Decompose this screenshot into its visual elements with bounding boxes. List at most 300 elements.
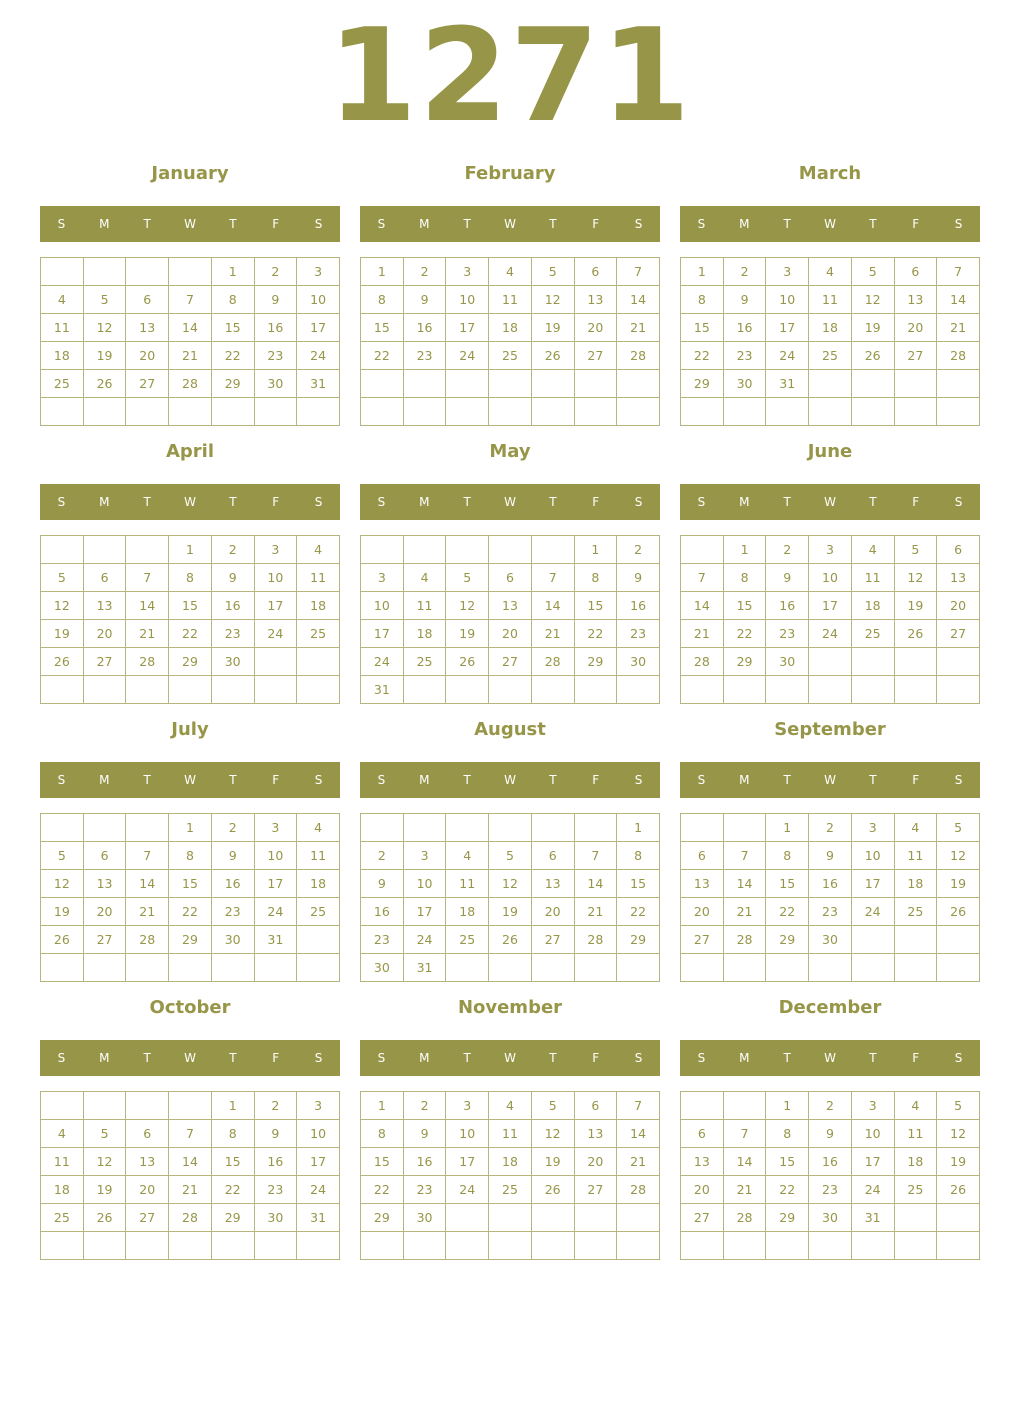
day-cell: 13: [83, 592, 126, 620]
empty-day-cell: [83, 398, 126, 426]
day-cell: 6: [937, 536, 980, 564]
day-cell: 29: [211, 1204, 254, 1232]
day-cell: 25: [403, 648, 446, 676]
empty-day-cell: [531, 370, 574, 398]
day-cell: 21: [617, 1148, 660, 1176]
empty-day-cell: [403, 398, 446, 426]
week-row: [681, 814, 980, 842]
week-row: [361, 258, 660, 286]
day-cell: 19: [531, 314, 574, 342]
empty-day-cell: [766, 1232, 809, 1260]
week-row: [41, 926, 340, 954]
empty-day-cell: [723, 398, 766, 426]
weekday-label: F: [592, 495, 600, 509]
day-grid: [40, 535, 340, 704]
day-cell: 23: [617, 620, 660, 648]
day-cell: 25: [41, 370, 84, 398]
weekday-label: T: [783, 217, 791, 231]
week-row: [361, 314, 660, 342]
empty-day-cell: [681, 1232, 724, 1260]
weekday-label: T: [869, 1051, 877, 1065]
day-grid: [680, 257, 980, 426]
day-cell: 22: [574, 620, 617, 648]
empty-day-cell: [361, 1232, 404, 1260]
week-row: [41, 536, 340, 564]
empty-day-cell: [211, 954, 254, 982]
day-cell: 1: [574, 536, 617, 564]
month-name: June: [807, 441, 853, 462]
day-cell: 16: [809, 870, 852, 898]
day-cell: 24: [297, 1176, 340, 1204]
day-cell: 18: [489, 314, 532, 342]
week-row: [41, 648, 340, 676]
day-cell: 20: [83, 620, 126, 648]
day-cell: 9: [254, 286, 297, 314]
day-cell: 16: [766, 592, 809, 620]
day-cell: 1: [211, 258, 254, 286]
day-cell: 28: [169, 1204, 212, 1232]
day-cell: 6: [574, 1092, 617, 1120]
day-cell: 4: [489, 1092, 532, 1120]
day-cell: 10: [254, 564, 297, 592]
weekday-label: W: [824, 773, 836, 787]
month-name: August: [474, 719, 546, 740]
day-cell: 21: [681, 620, 724, 648]
weekday-label: W: [504, 495, 516, 509]
empty-day-cell: [446, 370, 489, 398]
weekday-label: S: [634, 495, 643, 509]
day-cell: 9: [254, 1120, 297, 1148]
empty-day-cell: [211, 398, 254, 426]
day-cell: 17: [851, 870, 894, 898]
day-cell: 1: [211, 1092, 254, 1120]
day-cell: 21: [531, 620, 574, 648]
day-cell: 14: [531, 592, 574, 620]
day-cell: 14: [681, 592, 724, 620]
week-row: [361, 1148, 660, 1176]
day-cell: 7: [126, 842, 169, 870]
day-cell: 8: [617, 842, 660, 870]
day-cell: 16: [254, 1148, 297, 1176]
day-cell: 15: [361, 314, 404, 342]
day-cell: 19: [83, 1176, 126, 1204]
day-cell: 11: [403, 592, 446, 620]
weekday-label: T: [463, 217, 471, 231]
empty-day-cell: [446, 954, 489, 982]
empty-day-cell: [446, 676, 489, 704]
empty-day-cell: [809, 676, 852, 704]
empty-day-cell: [211, 676, 254, 704]
day-cell: 11: [489, 1120, 532, 1148]
week-row: [361, 536, 660, 564]
day-cell: 31: [361, 676, 404, 704]
day-cell: 6: [681, 1120, 724, 1148]
day-cell: 20: [894, 314, 937, 342]
day-cell: 27: [574, 342, 617, 370]
day-cell: 17: [361, 620, 404, 648]
day-cell: 10: [446, 286, 489, 314]
week-row: [361, 592, 660, 620]
day-cell: 13: [489, 592, 532, 620]
day-cell: 27: [531, 926, 574, 954]
day-cell: 24: [361, 648, 404, 676]
empty-day-cell: [766, 676, 809, 704]
empty-day-cell: [894, 648, 937, 676]
weekday-label: S: [954, 217, 963, 231]
day-cell: 12: [489, 870, 532, 898]
day-cell: 5: [41, 842, 84, 870]
day-cell: 2: [211, 814, 254, 842]
empty-day-cell: [489, 536, 532, 564]
day-cell: 4: [41, 286, 84, 314]
day-cell: 27: [126, 370, 169, 398]
day-cell: 12: [531, 286, 574, 314]
day-cell: 16: [254, 314, 297, 342]
day-cell: 2: [617, 536, 660, 564]
empty-day-cell: [489, 1204, 532, 1232]
day-cell: 31: [297, 1204, 340, 1232]
empty-day-cell: [766, 398, 809, 426]
empty-day-cell: [297, 954, 340, 982]
empty-day-cell: [617, 954, 660, 982]
weekday-label: S: [697, 495, 706, 509]
day-cell: 27: [574, 1176, 617, 1204]
empty-day-cell: [531, 536, 574, 564]
week-row: [361, 870, 660, 898]
day-cell: 19: [489, 898, 532, 926]
month-name: July: [171, 719, 209, 740]
empty-day-cell: [489, 676, 532, 704]
day-cell: 15: [574, 592, 617, 620]
day-cell: 1: [766, 814, 809, 842]
empty-day-cell: [937, 1204, 980, 1232]
day-cell: 29: [169, 926, 212, 954]
weekday-label: F: [272, 495, 280, 509]
weekday-label: S: [697, 773, 706, 787]
empty-day-cell: [83, 258, 126, 286]
day-cell: 11: [489, 286, 532, 314]
week-row: [681, 286, 980, 314]
empty-day-cell: [361, 536, 404, 564]
empty-day-cell: [937, 1232, 980, 1260]
week-row: [681, 1176, 980, 1204]
day-cell: 6: [531, 842, 574, 870]
weekday-label: S: [634, 1051, 643, 1065]
empty-day-cell: [531, 814, 574, 842]
weekday-label: T: [783, 773, 791, 787]
weekday-label: W: [824, 217, 836, 231]
empty-day-cell: [254, 954, 297, 982]
empty-day-cell: [851, 676, 894, 704]
day-cell: 12: [41, 592, 84, 620]
empty-day-cell: [937, 926, 980, 954]
year-title: 1271: [327, 2, 693, 151]
weekday-label: T: [229, 217, 237, 231]
day-cell: 26: [41, 648, 84, 676]
day-cell: 6: [83, 842, 126, 870]
day-cell: 21: [169, 342, 212, 370]
day-cell: 24: [446, 1176, 489, 1204]
empty-day-cell: [169, 1232, 212, 1260]
day-cell: 16: [361, 898, 404, 926]
empty-day-cell: [297, 1232, 340, 1260]
week-row: [681, 398, 980, 426]
day-cell: 8: [211, 286, 254, 314]
day-cell: 28: [617, 342, 660, 370]
empty-day-cell: [254, 648, 297, 676]
day-cell: 18: [489, 1148, 532, 1176]
day-cell: 10: [297, 286, 340, 314]
day-cell: 25: [809, 342, 852, 370]
empty-day-cell: [681, 1092, 724, 1120]
day-cell: 16: [211, 592, 254, 620]
weekday-label: M: [99, 773, 110, 787]
empty-day-cell: [361, 814, 404, 842]
day-cell: 22: [723, 620, 766, 648]
empty-day-cell: [41, 954, 84, 982]
day-cell: 9: [766, 564, 809, 592]
weekday-label: S: [314, 1051, 323, 1065]
day-cell: 16: [403, 314, 446, 342]
day-cell: 19: [937, 1148, 980, 1176]
day-cell: 8: [361, 286, 404, 314]
empty-day-cell: [446, 1232, 489, 1260]
day-grid: [360, 257, 660, 426]
day-cell: 28: [723, 1204, 766, 1232]
day-cell: 24: [809, 620, 852, 648]
week-row: [681, 620, 980, 648]
day-cell: 11: [297, 842, 340, 870]
empty-day-cell: [851, 954, 894, 982]
day-cell: 26: [937, 898, 980, 926]
day-cell: 10: [766, 286, 809, 314]
empty-day-cell: [723, 954, 766, 982]
weekday-label: T: [463, 1051, 471, 1065]
week-row: [681, 342, 980, 370]
day-cell: 24: [851, 1176, 894, 1204]
day-cell: 20: [531, 898, 574, 926]
day-cell: 26: [446, 648, 489, 676]
empty-day-cell: [41, 258, 84, 286]
empty-day-cell: [894, 370, 937, 398]
day-cell: 1: [766, 1092, 809, 1120]
day-cell: 30: [617, 648, 660, 676]
day-cell: 31: [766, 370, 809, 398]
day-cell: 18: [297, 870, 340, 898]
empty-day-cell: [169, 258, 212, 286]
empty-day-cell: [403, 814, 446, 842]
day-cell: 6: [83, 564, 126, 592]
day-cell: 29: [766, 926, 809, 954]
week-row: [681, 676, 980, 704]
day-cell: 2: [403, 258, 446, 286]
day-cell: 10: [254, 842, 297, 870]
day-cell: 14: [723, 870, 766, 898]
day-cell: 3: [361, 564, 404, 592]
day-cell: 17: [403, 898, 446, 926]
empty-day-cell: [574, 370, 617, 398]
day-cell: 30: [211, 926, 254, 954]
empty-day-cell: [681, 676, 724, 704]
week-row: [361, 1120, 660, 1148]
weekday-label: M: [419, 495, 430, 509]
day-cell: 14: [169, 1148, 212, 1176]
day-cell: 13: [126, 314, 169, 342]
day-cell: 23: [211, 620, 254, 648]
day-cell: 14: [617, 1120, 660, 1148]
day-cell: 30: [766, 648, 809, 676]
day-cell: 5: [937, 814, 980, 842]
day-cell: 18: [851, 592, 894, 620]
day-cell: 1: [361, 1092, 404, 1120]
month-name: October: [149, 997, 231, 1018]
day-cell: 6: [489, 564, 532, 592]
day-cell: 30: [254, 1204, 297, 1232]
day-cell: 22: [361, 342, 404, 370]
weekday-label: F: [912, 495, 920, 509]
weekday-label: M: [419, 1051, 430, 1065]
week-row: [681, 926, 980, 954]
week-row: [41, 286, 340, 314]
empty-day-cell: [531, 676, 574, 704]
day-cell: 7: [169, 1120, 212, 1148]
week-row: [41, 564, 340, 592]
week-row: [41, 258, 340, 286]
week-row: [681, 370, 980, 398]
day-cell: 19: [851, 314, 894, 342]
day-cell: 27: [937, 620, 980, 648]
weekday-label: S: [57, 773, 66, 787]
day-cell: 19: [41, 898, 84, 926]
day-cell: 1: [169, 814, 212, 842]
empty-day-cell: [83, 814, 126, 842]
day-cell: 12: [446, 592, 489, 620]
day-cell: 3: [851, 1092, 894, 1120]
day-cell: 27: [681, 1204, 724, 1232]
day-cell: 14: [574, 870, 617, 898]
week-row: [41, 398, 340, 426]
day-cell: 1: [169, 536, 212, 564]
day-cell: 14: [723, 1148, 766, 1176]
day-cell: 11: [297, 564, 340, 592]
day-cell: 13: [937, 564, 980, 592]
day-cell: 10: [403, 870, 446, 898]
day-cell: 23: [766, 620, 809, 648]
day-cell: 23: [403, 342, 446, 370]
day-cell: 13: [531, 870, 574, 898]
week-row: [361, 286, 660, 314]
day-cell: 7: [617, 258, 660, 286]
day-cell: 26: [894, 620, 937, 648]
day-cell: 18: [446, 898, 489, 926]
week-row: [681, 1148, 980, 1176]
week-row: [361, 954, 660, 982]
empty-day-cell: [41, 676, 84, 704]
day-cell: 15: [169, 592, 212, 620]
day-cell: 8: [681, 286, 724, 314]
empty-day-cell: [126, 1232, 169, 1260]
empty-day-cell: [211, 1232, 254, 1260]
day-cell: 24: [851, 898, 894, 926]
weekday-label: M: [739, 773, 750, 787]
weekday-label: T: [869, 773, 877, 787]
day-cell: 7: [937, 258, 980, 286]
day-cell: 27: [489, 648, 532, 676]
day-cell: 24: [446, 342, 489, 370]
day-cell: 21: [574, 898, 617, 926]
weekday-label: S: [954, 1051, 963, 1065]
week-row: [41, 370, 340, 398]
week-row: [681, 954, 980, 982]
month-name: September: [774, 719, 886, 740]
day-cell: 22: [211, 342, 254, 370]
weekday-label: W: [504, 217, 516, 231]
week-row: [361, 648, 660, 676]
day-cell: 2: [766, 536, 809, 564]
week-row: [41, 842, 340, 870]
day-cell: 25: [489, 342, 532, 370]
day-cell: 11: [894, 1120, 937, 1148]
empty-day-cell: [809, 648, 852, 676]
week-row: [41, 676, 340, 704]
day-cell: 23: [254, 1176, 297, 1204]
week-row: [361, 1204, 660, 1232]
weekday-label: M: [99, 1051, 110, 1065]
week-row: [41, 342, 340, 370]
week-row: [681, 258, 980, 286]
day-cell: 21: [937, 314, 980, 342]
day-cell: 9: [809, 1120, 852, 1148]
empty-day-cell: [723, 814, 766, 842]
empty-day-cell: [446, 814, 489, 842]
day-cell: 2: [211, 536, 254, 564]
weekday-label: F: [272, 217, 280, 231]
weekday-label: W: [824, 495, 836, 509]
day-cell: 11: [41, 314, 84, 342]
empty-day-cell: [403, 536, 446, 564]
empty-day-cell: [126, 398, 169, 426]
day-cell: 8: [361, 1120, 404, 1148]
weekday-header: [360, 206, 660, 242]
day-cell: 10: [297, 1120, 340, 1148]
empty-day-cell: [617, 398, 660, 426]
day-cell: 3: [446, 258, 489, 286]
week-row: [41, 592, 340, 620]
day-cell: 30: [403, 1204, 446, 1232]
empty-day-cell: [489, 1232, 532, 1260]
day-cell: 23: [254, 342, 297, 370]
day-cell: 3: [254, 814, 297, 842]
empty-day-cell: [297, 648, 340, 676]
weekday-label: M: [99, 495, 110, 509]
day-cell: 27: [894, 342, 937, 370]
empty-day-cell: [169, 1092, 212, 1120]
empty-day-cell: [169, 954, 212, 982]
weekday-label: F: [912, 1051, 920, 1065]
empty-day-cell: [41, 536, 84, 564]
day-cell: 5: [894, 536, 937, 564]
empty-day-cell: [723, 1092, 766, 1120]
empty-day-cell: [83, 676, 126, 704]
empty-day-cell: [41, 398, 84, 426]
day-cell: 10: [446, 1120, 489, 1148]
week-row: [681, 564, 980, 592]
day-cell: 14: [937, 286, 980, 314]
empty-day-cell: [446, 1204, 489, 1232]
empty-day-cell: [723, 1232, 766, 1260]
day-cell: 29: [574, 648, 617, 676]
day-cell: 2: [809, 814, 852, 842]
